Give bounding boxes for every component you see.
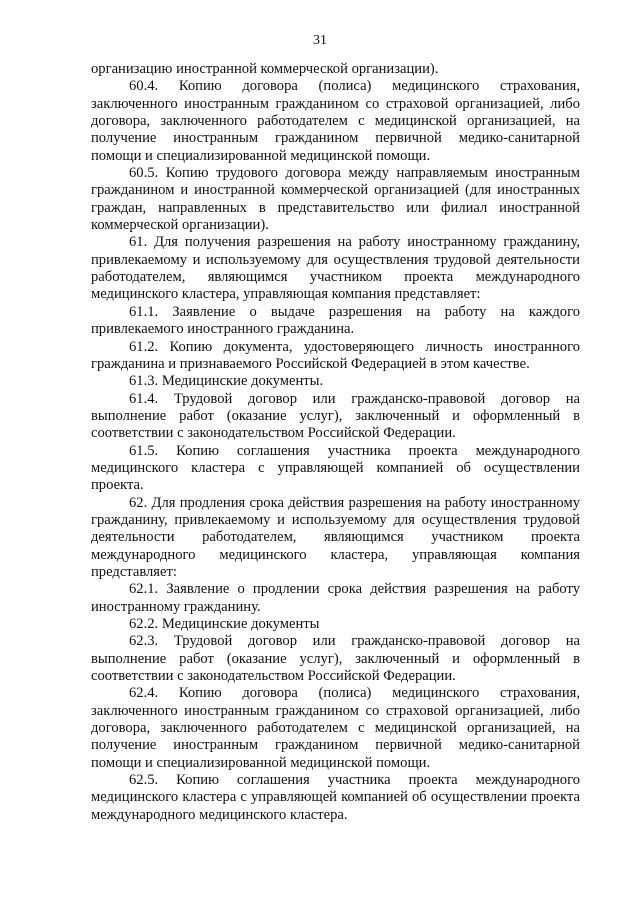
document-body bbox=[91, 61, 580, 824]
paragraph-61: 61. Для получения разрешения на работу иностранному гражданину, привлекаемому и используемому для осуществления трудовой деятельности работодателем, являющимся участником проекта международного медицинского кластера, управляющая компания представляет: bbox=[91, 234, 580, 303]
paragraph-61-4: 61.4. Трудовой договор или гражданско-правовой договор на выполнение работ (оказание услуг), заключенный и оформленный в соответствии с законодательством Российской Федерации. bbox=[91, 390, 580, 442]
paragraph-62-1: 62.1. Заявление о продлении срока действия разрешения на работу иностранному гражданину. bbox=[91, 581, 580, 615]
paragraph-61-3: 61.3. Медицинские документы. bbox=[129, 373, 324, 390]
paragraph-61-1: 61.1. Заявление о выдаче разрешения на работу на каждого привлекаемого иностранного гражданина. bbox=[91, 303, 580, 338]
page-number: 31 bbox=[313, 33, 327, 48]
paragraph-61-5: 61.5. Копию соглашения участника проекта международного медицинского кластера с управляющей компанией об осуществлении проекта. bbox=[91, 442, 580, 494]
paragraph-61-2: 61.2. Копию документа, удостоверяющего личность иностранного гражданина и признаваемого Российской Федерацией в этом качестве. bbox=[91, 338, 580, 372]
paragraph-62-3: 62.3. Трудовой договор или гражданско-правовой договор на выполнение работ (оказание услуг), заключенный и оформленный в соответствии с законодательством Российской Федерации. bbox=[91, 633, 580, 685]
paragraph-60-4: 60.4. Копию договора (полиса) медицинского страхования, заключенного иностранным гражданином со страховой организацией, либо договора, заключенного работодателем с медицинской организацией, на получение иностранным гражданином первичной медико-санитарной помощи и специализированной медицинской помощи. bbox=[91, 78, 580, 164]
paragraph-60-5: 60.5. Копию трудового договора между направляемым иностранным гражданином и иностранной коммерческой организацией (для иностранных граждан, направленных в представительство или филиал иностранной коммерческой организации). bbox=[91, 165, 580, 234]
paragraph-62: 62. Для продления срока действия разрешения на работу иностранному гражданину, привлекаемому и используемому для осуществления трудовой деятельности работодателем, являющимся участником проекта международного медицинского кластера, управляющая компания представляет: bbox=[91, 494, 580, 580]
paragraph-62-2: 62.2. Медицинские документы bbox=[129, 616, 320, 632]
paragraph-62-5: 62.5. Копию соглашения участника проекта международного медицинского кластера с управляющей компанией об осуществлении проекта международного медицинского кластера. bbox=[91, 772, 580, 823]
paragraph-continuation: организацию иностранной коммерческой организации). bbox=[91, 61, 439, 77]
paragraph-62-4: 62.4. Копию договора (полиса) медицинского страхования, заключенного иностранным гражданином со страховой организацией, либо договора, заключенного работодателем с медицинской организацией, на получение иностранным гражданином первичной медико-санитарной помощи и специализированной медицинской помощи. bbox=[91, 685, 580, 771]
